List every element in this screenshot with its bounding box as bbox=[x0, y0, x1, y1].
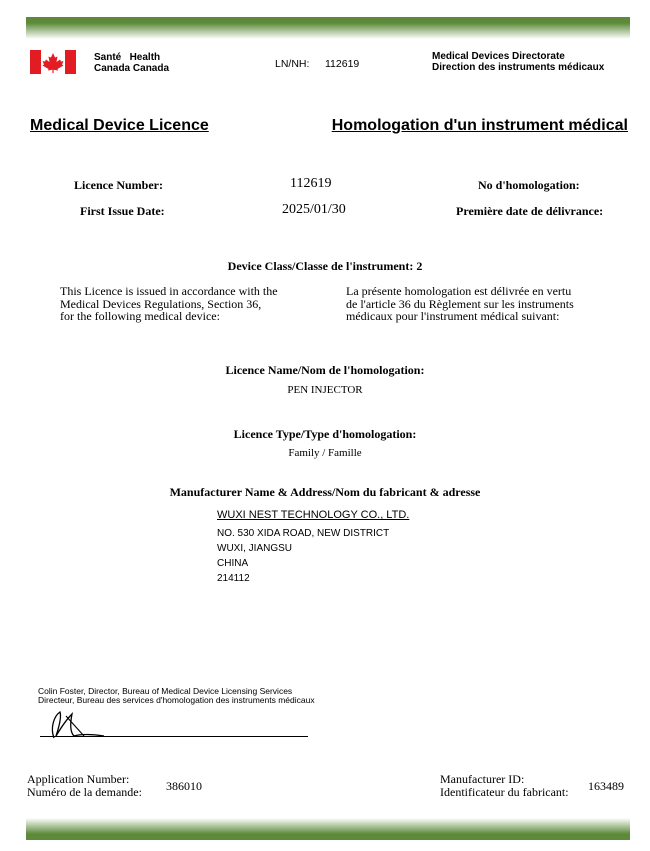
signatory-en: Colin Foster, Director, Bureau of Medical Device Licensing Services bbox=[38, 686, 293, 696]
statement-fr bbox=[346, 285, 616, 323]
manufacturer-id-labels bbox=[440, 773, 569, 798]
country-en: Canada bbox=[132, 63, 170, 74]
app-label-fr: Numéro de la demande: bbox=[27, 784, 142, 799]
top-green-band bbox=[26, 17, 630, 39]
manufacturer-address-line: WUXI, JIANGSU bbox=[217, 543, 293, 554]
application-number-value: 386010 bbox=[166, 779, 202, 793]
licence-number-label-en: Licence Number: bbox=[74, 178, 163, 192]
dept-fr: Santé bbox=[94, 52, 122, 63]
manufacturer-label: Manufacturer Name & Address/Nom du fabricant & adresse bbox=[169, 485, 481, 499]
title-fr: Homologation d'un instrument médical bbox=[331, 117, 628, 134]
licence-type-value: Family / Famille bbox=[288, 447, 362, 459]
signature-line bbox=[40, 736, 308, 737]
first-issue-value: 2025/01/30 bbox=[282, 202, 346, 217]
statement-en-line: for the following medical device: bbox=[60, 309, 220, 323]
manufacturer-address-line: NO. 530 XIDA ROAD, NEW DISTRICT bbox=[217, 528, 390, 539]
manufacturer-address-line: 214112 bbox=[217, 573, 250, 584]
mfr-label-en: Manufacturer ID: bbox=[440, 772, 525, 786]
statement-fr-line: médicaux pour l'instrument médical suivant: bbox=[346, 309, 560, 323]
bottom-green-band bbox=[26, 818, 630, 840]
directorate bbox=[432, 51, 604, 73]
licence-name-label: Licence Name/Nom de l'homologation: bbox=[225, 363, 425, 377]
title-en: Medical Device Licence bbox=[30, 117, 209, 134]
canada-flag-icon bbox=[30, 50, 76, 74]
statement-en-line: Medical Devices Regulations, Section 36, bbox=[60, 296, 262, 311]
dept-en: Health bbox=[129, 52, 161, 63]
signatory-fr: Directeur, Bureau des services d'homologation des instruments médicaux bbox=[38, 695, 315, 705]
mfr-label-fr: Identificateur du fabricant: bbox=[440, 784, 569, 799]
licence-name-value: PEN INJECTOR bbox=[287, 384, 363, 396]
manufacturer-id-value: 163489 bbox=[588, 779, 624, 793]
manufacturer-name: WUXI NEST TECHNOLOGY CO., LTD. bbox=[217, 509, 410, 521]
statement-fr-line: de l'article 36 du Règlement sur les instruments bbox=[346, 296, 574, 311]
first-issue-label-fr: Première date de délivrance: bbox=[456, 204, 604, 218]
statement-en bbox=[60, 285, 320, 323]
ln-label: LN/NH: bbox=[275, 58, 310, 70]
statement-fr-line: La présente homologation est délivrée en vertu bbox=[346, 284, 572, 298]
application-number-labels bbox=[27, 773, 142, 798]
licence-number-value: 112619 bbox=[290, 176, 332, 191]
country-fr: Canada bbox=[94, 63, 131, 74]
licence-type-label: Licence Type/Type d'homologation: bbox=[233, 427, 417, 441]
signature-icon bbox=[40, 706, 120, 744]
statement-en-line: This Licence is issued in accordance with the bbox=[60, 284, 278, 298]
ln-value: 112619 bbox=[325, 58, 360, 70]
department-wordmark bbox=[94, 52, 169, 74]
licence-number-label-fr: No d'homologation: bbox=[478, 178, 580, 192]
manufacturer-address-line: CHINA bbox=[217, 558, 249, 569]
directorate-en: Medical Devices Directorate bbox=[432, 51, 565, 62]
first-issue-label-en: First Issue Date: bbox=[80, 204, 165, 218]
app-label-en: Application Number: bbox=[27, 772, 130, 786]
directorate-fr: Direction des instruments médicaux bbox=[432, 62, 605, 73]
device-class: Device Class/Classe de l'instrument: 2 bbox=[227, 259, 423, 273]
